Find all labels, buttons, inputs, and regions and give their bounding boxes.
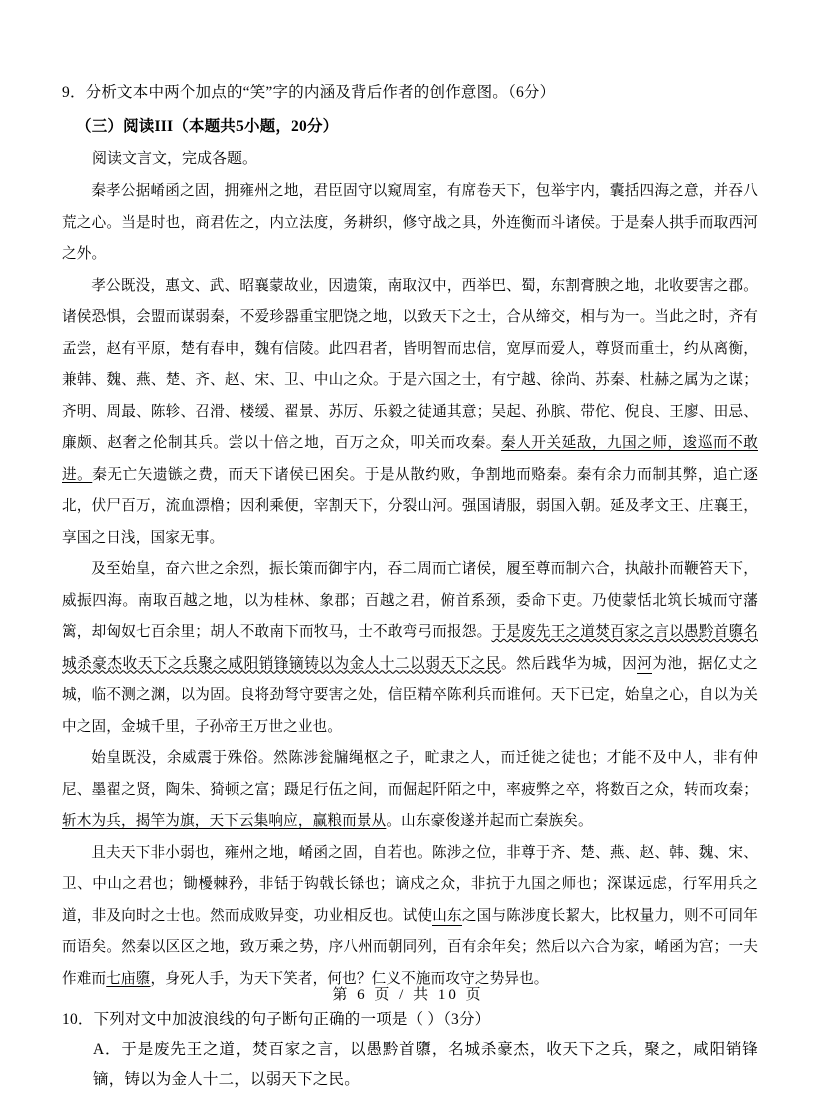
page-footer — [0, 983, 816, 1004]
passage-run-keyword: 山东 — [432, 907, 462, 924]
footer-total-unit: 页 — [465, 987, 484, 1003]
question-9: 9．分析文本中两个加点的“笑”字的内涵及背后作者的创作意图。（6分） — [62, 84, 556, 101]
footer-prefix: 第 — [332, 987, 351, 1003]
passage-run: 始皇既没，余威震于殊俗。然陈涉瓮牖绳枢之子，甿隶之人，而迁徙之徒也；才能不及中人，非有仲尼、墨翟之贤，陶朱、猗顿之富；蹑足行伍之间，而倔起阡陌之中，率疲弊之卒，将数百之众，转而攻秦； — [62, 750, 758, 798]
passage-run: 秦无亡矢遗镞之费，而天下诸侯已困矣。于是从散约败，争割地而赂秦。秦有余力而制其弊，追亡逐北，伏尸百万，流血漂橹；因利乘便，宰割天下，分裂山河。强国请服，弱国入朝。延及孝文王、庄襄王，享国之日浅，国家无事。 — [62, 466, 758, 546]
passage-run-underlined: 斩木为兵，揭竿为旗，天下云集响应，赢粮而景从 — [62, 813, 387, 829]
passage-run-wavy-underlined: 于是废先王之道焚百家之言以愚黔首隳名城杀豪杰收天下之兵聚之咸阳销锋镝铸以为金人十二以弱天下之民 — [62, 624, 758, 672]
passage-run: 。然后践华为城，因 — [501, 655, 638, 672]
passage-paragraph — [62, 743, 758, 838]
section-heading-reading-3: （三）阅读III（本题共5小题，20分） — [76, 118, 339, 135]
footer-current-page: 6 — [357, 987, 368, 1003]
passage-run: ，身死人手，为天下笑者，何也？仁义不施而攻守之势异也。 — [150, 970, 549, 987]
footer-total-pages: 10 — [437, 987, 459, 1003]
passage-run-keyword: 河 — [637, 655, 653, 672]
passage-run: 及至始皇，奋六世之余烈，振长策而御宇内，吞二周而亡诸侯，履至尊而制六合，执敲扑而鞭笞天下，威振四海。南取百越之地，以为桂林、象郡；百越之君，俯首系颈，委命下吏。乃使蒙恬北筑长城而守藩篱，却匈奴七百余里；胡人不敢南下而牧马，士不敢弯弓而报怨。 — [62, 561, 758, 640]
passage-run: 之国与陈涉度长絜大，比权量力，则不可同年而语矣。然秦以区区之地，致万乘之势，序八州而朝同列，百有余年矣；然后以六合为家，崤函为宫；一夫作难而 — [62, 907, 758, 987]
passage-run: 秦孝公据崤函之固，拥雍州之地，君臣固守以窥周室，有席卷天下，包举宇内，囊括四海之意，并吞八荒之心。当是时也，商君佐之，内立法度，务耕织，修守战之具，外连衡而斗诸侯。于是秦人拱手而取西河之外。 — [62, 183, 758, 262]
footer-total-prefix: 共 — [413, 987, 432, 1003]
passage-run-underlined: 七庙隳 — [106, 970, 151, 987]
passage-paragraph — [62, 838, 758, 996]
section-instruction: 阅读文言文，完成各题。 — [92, 151, 258, 167]
classical-passage — [62, 176, 758, 995]
passage-run: 。山东豪俊遂并起而亡秦族矣。 — [386, 813, 593, 829]
passage-paragraph — [62, 271, 758, 555]
passage-run: 孝公既没，惠文、武、昭襄蒙故业，因遗策，南取汉中，西举巴、蜀，东割膏腴之地，北收要害之郡。诸侯恐惧，会盟而谋弱秦，不爱珍器重宝肥饶之地，以致天下之士，合从缔交，相与为一。当此之时，齐有孟尝，赵有平原，楚有春申，魏有信陵。此四君者，皆明智而忠信，宽厚而爱人，尊贤而重士，约从离衡，兼韩、魏、燕、楚、齐、赵、宋、卫、中山之众。于是六国之士，有宁越、徐尚、苏秦、杜赫之属为之谋；齐明、周最、陈轸、召滑、楼缓、翟景、苏厉、乐毅之徒通其意；吴起、孙膑、带佗、倪良、王廖、田忌、廉颇、赵奢之伦制其兵。尝以十倍之地，百万之众，叩关而攻秦。 — [62, 277, 758, 451]
passage-run-underlined: 秦人开关延敌，九国之师，逡巡而不敢进。 — [62, 435, 758, 483]
passage-paragraph — [62, 554, 758, 743]
option-label: A． — [93, 1041, 122, 1058]
passage-paragraph — [62, 176, 758, 271]
question-10-stem: 10．下列对文中加波浪线的句子断句正确的一项是（ ）（3分） — [62, 1011, 491, 1028]
footer-unit: 页 — [374, 987, 393, 1003]
passage-run: 为池，据亿丈之城，临不测之渊，以为固。良将劲弩守要害之处，信臣精卒陈利兵而谁何。天下已定，始皇之心，自以为关中之固，金城千里，子孙帝王万世之业也。 — [62, 655, 758, 735]
question-10-option-a[interactable] — [62, 1035, 758, 1095]
passage-run: 且夫天下非小弱也，雍州之地，崤函之固，自若也。陈涉之位，非尊于齐、楚、燕、赵、韩、魏、宋、卫、中山之君也；锄櫌棘矜，非铦于钩戟长铩也；谪戍之众，非抗于九国之师也；深谋远虑，行军用兵之道，非及向时之士也。然而成败异变，功业相反也。试使 — [62, 844, 758, 924]
footer-separator: / — [399, 987, 407, 1003]
option-text: 于是废先王之道，焚百家之言，以愚黔首隳，名城杀豪杰，收天下之兵，聚之，咸阳销锋镝，铸以为金人十二，以弱天下之民。 — [93, 1041, 758, 1088]
